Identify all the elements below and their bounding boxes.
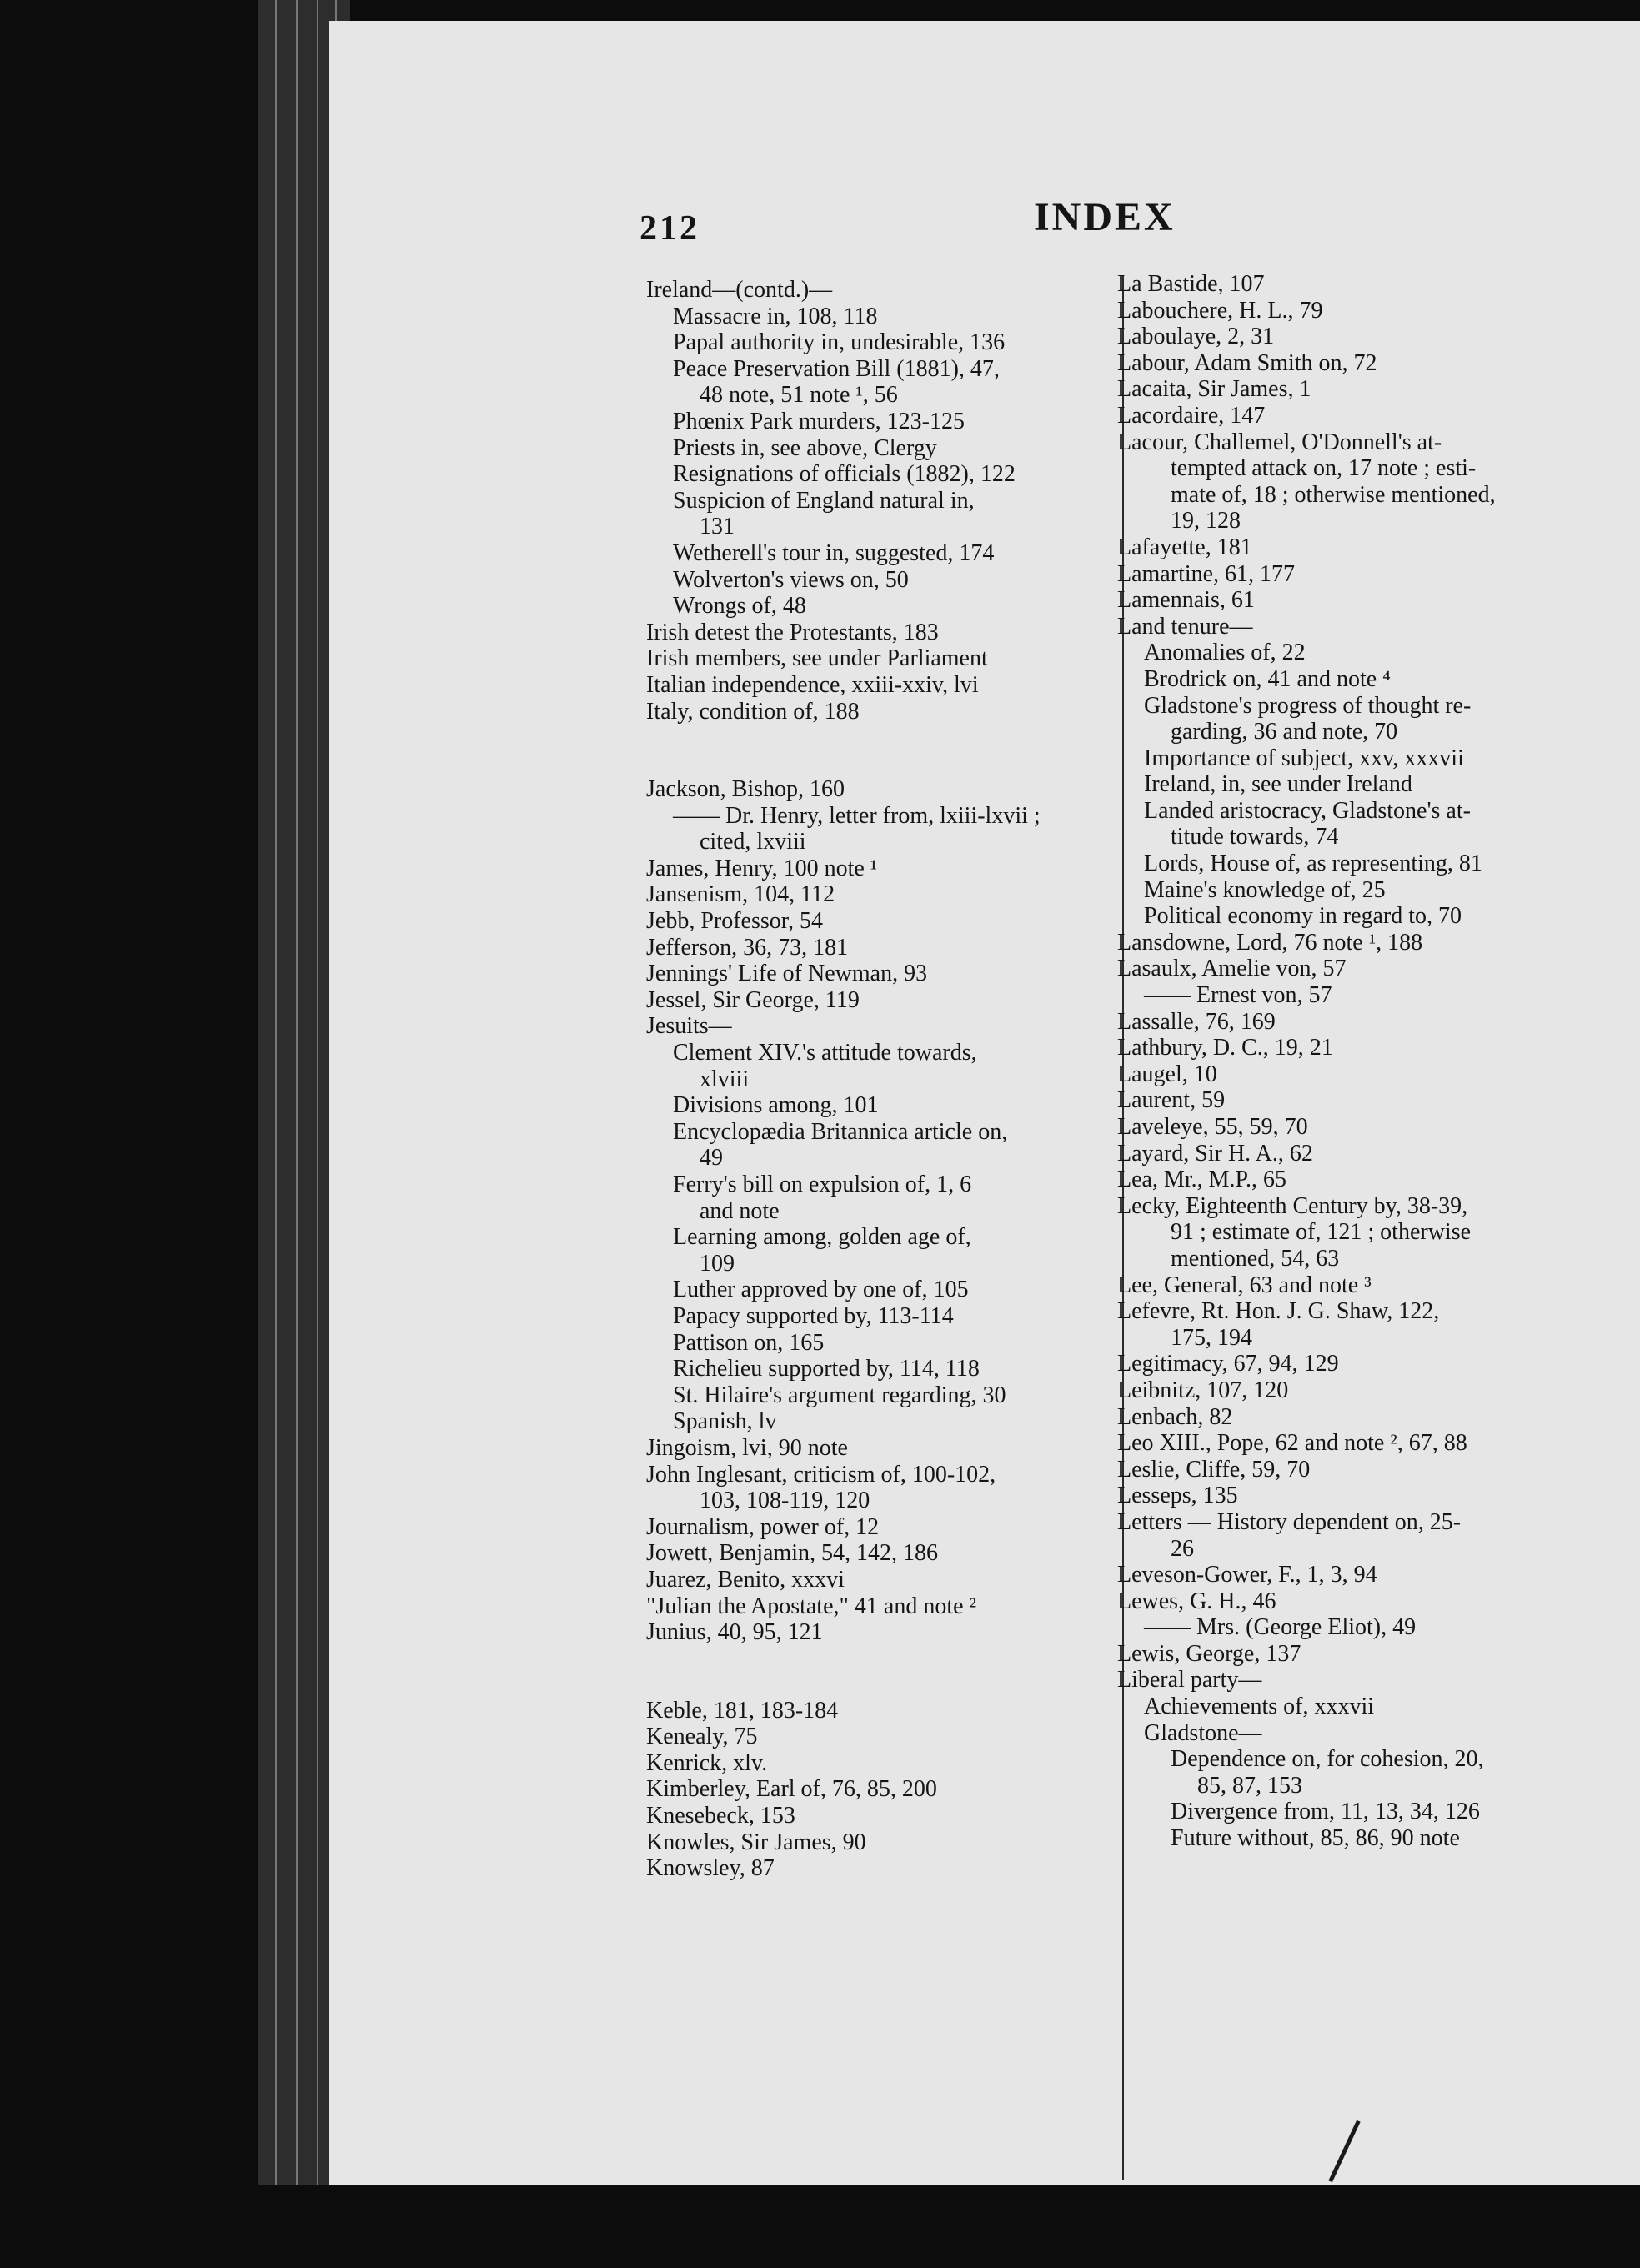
index-entry: Suspicion of England natural in, bbox=[673, 487, 975, 514]
index-entry: St. Hilaire's argument regarding, 30 bbox=[673, 1382, 1006, 1408]
index-entry: Italian independence, xxiii-xxiv, lvi bbox=[646, 671, 979, 698]
index-entry: Gladstone's progress of thought re- bbox=[1144, 692, 1472, 719]
index-entry: Leslie, Cliffe, 59, 70 bbox=[1117, 1456, 1311, 1483]
index-entry: Laugel, 10 bbox=[1117, 1061, 1217, 1087]
index-entry: —— Dr. Henry, letter from, lxiii-lxvii ; bbox=[673, 802, 1041, 829]
index-entry: Jennings' Life of Newman, 93 bbox=[646, 961, 928, 987]
index-entry: 19, 128 bbox=[1171, 508, 1241, 534]
index-entry: Ferry's bill on expulsion of, 1, 6 bbox=[673, 1172, 972, 1197]
index-entry: Laveleye, 55, 59, 70 bbox=[1117, 1114, 1308, 1140]
index-entry: Lacordaire, 147 bbox=[1117, 402, 1266, 429]
index-entry: Labouchere, H. L., 79 bbox=[1117, 297, 1323, 324]
index-entry: Liberal party— bbox=[1117, 1667, 1262, 1693]
index-entry: Encyclopædia Britannica article on, bbox=[673, 1118, 1008, 1145]
page-number: 212 bbox=[639, 209, 700, 248]
index-entry: Jingoism, lvi, 90 note bbox=[646, 1434, 848, 1461]
index-entry: Lathbury, D. C., 19, 21 bbox=[1117, 1035, 1333, 1061]
index-entry: Laboulaye, 2, 31 bbox=[1117, 324, 1275, 350]
index-entry: Lecky, Eighteenth Century by, 38-39, bbox=[1117, 1192, 1468, 1219]
index-entry: Spanish, lv bbox=[673, 1408, 777, 1435]
index-entry: Maine's knowledge of, 25 bbox=[1144, 876, 1386, 903]
index-entry: Lea, Mr., M.P., 65 bbox=[1117, 1167, 1286, 1193]
index-entry: mate of, 18 ; otherwise mentioned, bbox=[1171, 481, 1496, 508]
index-entry: Divergence from, 11, 13, 34, 126 bbox=[1171, 1799, 1480, 1825]
index-entry: Italy, condition of, 188 bbox=[646, 698, 860, 725]
index-entry: Luther approved by one of, 105 bbox=[673, 1277, 969, 1303]
index-entry: 48 note, 51 note ¹, 56 bbox=[700, 382, 898, 409]
index-entry: Jowett, Benjamin, 54, 142, 186 bbox=[646, 1540, 938, 1567]
index-entry: Lassalle, 76, 169 bbox=[1117, 1008, 1276, 1035]
index-entry: Dependence on, for cohesion, 20, bbox=[1171, 1746, 1484, 1773]
index-entry: —— Mrs. (George Eliot), 49 bbox=[1144, 1614, 1417, 1641]
index-entry: Peace Preservation Bill (1881), 47, bbox=[673, 355, 1000, 382]
index-entry: Knesebeck, 153 bbox=[646, 1803, 795, 1829]
index-entry: Priests in, see above, Clergy bbox=[673, 434, 937, 461]
index-entry: Knowles, Sir James, 90 bbox=[646, 1829, 866, 1855]
index-entry: Future without, 85, 86, 90 note bbox=[1171, 1825, 1460, 1852]
page-title: INDEX bbox=[1034, 195, 1176, 239]
index-entry: Irish detest the Protestants, 183 bbox=[646, 619, 939, 645]
index-entry: John Inglesant, criticism of, 100-102, bbox=[646, 1461, 996, 1488]
index-entry: Lasaulx, Amelie von, 57 bbox=[1117, 956, 1347, 982]
index-entry: Lefevre, Rt. Hon. J. G. Shaw, 122, bbox=[1117, 1298, 1440, 1325]
index-entry: Learning among, golden age of, bbox=[673, 1224, 971, 1251]
index-column-right bbox=[1117, 271, 1609, 1852]
index-entry: Divisions among, 101 bbox=[673, 1092, 879, 1119]
index-entry: Political economy in regard to, 70 bbox=[1144, 903, 1462, 930]
index-entry: Wrongs of, 48 bbox=[673, 593, 806, 620]
index-entry: Leo XIII., Pope, 62 and note ², 67, 88 bbox=[1117, 1430, 1467, 1457]
index-entry: Phœnix Park murders, 123-125 bbox=[673, 408, 965, 434]
index-entry: 175, 194 bbox=[1171, 1324, 1252, 1351]
index-entry: Achievements of, xxxvii bbox=[1144, 1693, 1375, 1720]
index-entry: Pattison on, 165 bbox=[673, 1329, 825, 1356]
index-entry: Lee, General, 63 and note ³ bbox=[1117, 1272, 1372, 1298]
index-entry: 26 bbox=[1171, 1535, 1194, 1562]
index-entry: Journalism, power of, 12 bbox=[646, 1513, 880, 1540]
index-entry: Jebb, Professor, 54 bbox=[646, 908, 823, 935]
index-entry: Wetherell's tour in, suggested, 174 bbox=[673, 539, 995, 566]
index-entry: Legitimacy, 67, 94, 129 bbox=[1117, 1351, 1339, 1377]
book-page bbox=[329, 21, 1640, 2185]
index-entry: and note bbox=[700, 1197, 780, 1224]
index-entry: Keble, 181, 183-184 bbox=[646, 1697, 839, 1724]
index-entry: Lords, House of, as representing, 81 bbox=[1144, 850, 1482, 877]
index-entry: Juarez, Benito, xxxvi bbox=[646, 1566, 845, 1593]
index-entry: La Bastide, 107 bbox=[1117, 271, 1265, 297]
index-entry: mentioned, 54, 63 bbox=[1171, 1245, 1340, 1272]
index-entry: Landed aristocracy, Gladstone's at- bbox=[1144, 797, 1471, 824]
index-entry: Jesuits— bbox=[646, 1013, 732, 1040]
index-entry: Richelieu supported by, 114, 118 bbox=[673, 1356, 980, 1382]
index-entry: Leveson-Gower, F., 1, 3, 94 bbox=[1117, 1562, 1377, 1588]
index-entry: Lansdowne, Lord, 76 note ¹, 188 bbox=[1117, 929, 1423, 956]
index-entry: Resignations of officials (1882), 122 bbox=[673, 461, 1016, 488]
index-entry: Knowsley, 87 bbox=[646, 1855, 775, 1882]
index-entry: Land tenure— bbox=[1117, 613, 1253, 640]
index-entry: Lewis, George, 137 bbox=[1117, 1640, 1301, 1667]
index-entry: Kenrick, xlv. bbox=[646, 1749, 768, 1776]
index-entry: Wolverton's views on, 50 bbox=[673, 566, 909, 593]
index-entry: Layard, Sir H. A., 62 bbox=[1117, 1140, 1313, 1167]
index-entry: Laurent, 59 bbox=[1117, 1087, 1226, 1114]
index-entry: Kimberley, Earl of, 76, 85, 200 bbox=[646, 1776, 937, 1803]
index-entry: garding, 36 and note, 70 bbox=[1171, 719, 1398, 745]
index-entry: Jansenism, 104, 112 bbox=[646, 881, 835, 908]
index-entry: Clement XIV.'s attitude towards, bbox=[673, 1040, 977, 1066]
index-entry: Labour, Adam Smith on, 72 bbox=[1117, 349, 1377, 376]
index-entry: James, Henry, 100 note ¹ bbox=[646, 855, 878, 881]
index-entry: Ireland—(contd.)— bbox=[646, 277, 833, 303]
index-entry: Lenbach, 82 bbox=[1117, 1403, 1233, 1430]
index-entry: 49 bbox=[700, 1145, 723, 1172]
index-entry: Ireland, in, see under Ireland bbox=[1144, 771, 1412, 798]
index-entry: Lafayette, 181 bbox=[1117, 534, 1252, 560]
index-entry: Lacaita, Sir James, 1 bbox=[1117, 376, 1311, 403]
index-entry: Lamennais, 61 bbox=[1117, 587, 1255, 614]
index-entry: Kenealy, 75 bbox=[646, 1724, 758, 1750]
index-entry: Lamartine, 61, 177 bbox=[1117, 560, 1296, 587]
index-entry: 85, 87, 153 bbox=[1197, 1772, 1302, 1799]
index-entry: Brodrick on, 41 and note ⁴ bbox=[1144, 665, 1391, 692]
index-entry: titude towards, 74 bbox=[1171, 824, 1339, 850]
index-entry: tempted attack on, 17 note ; esti- bbox=[1171, 455, 1477, 482]
index-entry: Letters — History dependent on, 25- bbox=[1117, 1508, 1462, 1535]
index-entry: 109 bbox=[700, 1250, 735, 1277]
index-entry: Jefferson, 36, 73, 181 bbox=[646, 934, 849, 961]
index-entry: Papacy supported by, 113-114 bbox=[673, 1302, 954, 1329]
index-entry: Gladstone— bbox=[1144, 1719, 1262, 1746]
index-entry: 91 ; estimate of, 121 ; otherwise bbox=[1171, 1219, 1472, 1246]
index-entry: "Julian the Apostate," 41 and note ² bbox=[646, 1593, 976, 1619]
index-entry: 131 bbox=[700, 514, 735, 540]
index-entry: —— Ernest von, 57 bbox=[1144, 982, 1332, 1009]
index-entry: Irish members, see under Parliament bbox=[646, 645, 988, 672]
index-entry: xlviii bbox=[700, 1066, 750, 1092]
index-entry: Anomalies of, 22 bbox=[1144, 640, 1306, 666]
index-entry: Jessel, Sir George, 119 bbox=[646, 986, 860, 1013]
index-entry: Importance of subject, xxv, xxxvii bbox=[1144, 745, 1464, 771]
index-entry: Papal authority in, undesirable, 136 bbox=[673, 329, 1006, 356]
index-entry: Leibnitz, 107, 120 bbox=[1117, 1377, 1289, 1403]
index-entry: cited, lxviii bbox=[700, 829, 806, 856]
index-entry: Junius, 40, 95, 121 bbox=[646, 1619, 823, 1646]
index-entry: 103, 108-119, 120 bbox=[700, 1488, 870, 1514]
index-entry: Lewes, G. H., 46 bbox=[1117, 1588, 1276, 1614]
index-entry: Lacour, Challemel, O'Donnell's at- bbox=[1117, 429, 1442, 455]
index-entry: Jackson, Bishop, 160 bbox=[646, 776, 845, 803]
index-entry: Lesseps, 135 bbox=[1117, 1483, 1238, 1509]
index-entry: Massacre in, 108, 118 bbox=[673, 303, 878, 329]
